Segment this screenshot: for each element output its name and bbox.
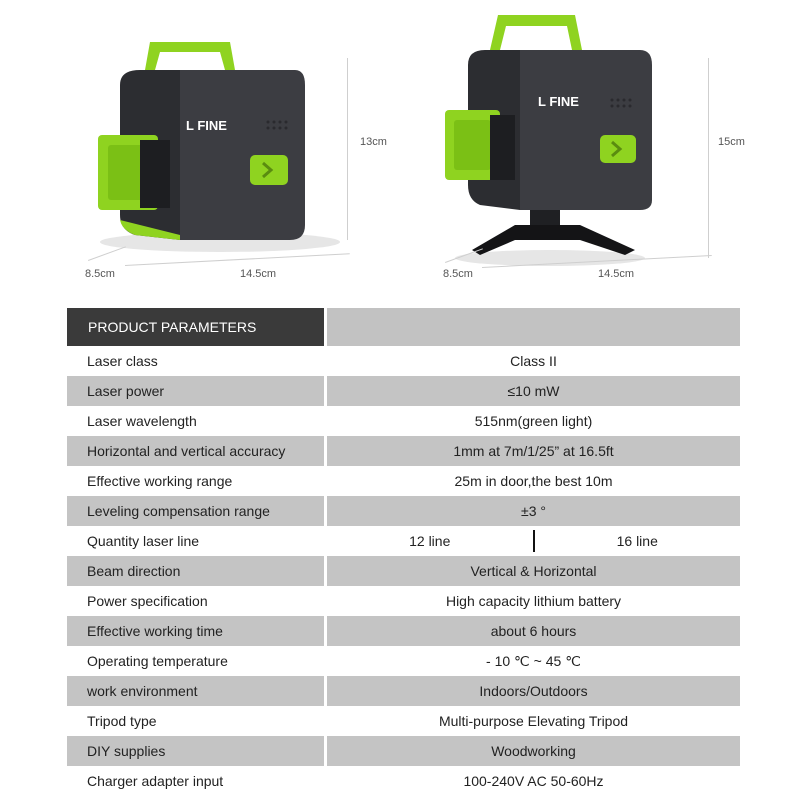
param-label: Leveling compensation range — [67, 496, 324, 526]
laser-level-image-right — [440, 10, 655, 270]
laser-level-image-left — [80, 30, 350, 255]
param-label: Power specification — [87, 593, 208, 609]
param-label: Effective working time — [67, 616, 324, 646]
param-label: Charger adapter input — [87, 773, 224, 789]
table-row — [67, 766, 740, 796]
table-row — [67, 376, 740, 406]
param-value: about 6 hours — [327, 616, 740, 646]
table-row — [67, 526, 740, 556]
dim-depth-right: 8.5cm — [443, 268, 473, 280]
brand-logo-text: L FINE — [186, 118, 227, 133]
param-label: Horizontal and vertical accuracy — [67, 436, 324, 466]
param-label: Tripod type — [87, 713, 157, 729]
table-row — [67, 436, 740, 466]
dim-height-right: 15cm — [718, 136, 745, 148]
table-row — [67, 616, 740, 646]
product-images — [0, 0, 800, 300]
brand-logo-text: L FINE — [538, 94, 579, 109]
table-header — [67, 308, 740, 346]
param-value: 25m in door,the best 10m — [454, 473, 613, 489]
product-parameters-table — [67, 308, 740, 796]
param-value: 1mm at 7m/1/25” at 16.5ft — [327, 436, 740, 466]
param-label: Laser class — [87, 353, 158, 369]
table-header-fill — [327, 308, 740, 346]
table-row — [67, 346, 740, 376]
dim-width-left: 14.5cm — [240, 268, 277, 280]
table-row — [67, 556, 740, 586]
param-value: Class II — [510, 353, 557, 369]
param-label: Laser wavelength — [87, 413, 197, 429]
param-value: 100-240V AC 50-60Hz — [463, 773, 604, 789]
table-header-title: PRODUCT PARAMETERS — [67, 308, 324, 346]
table-row — [67, 466, 740, 496]
param-label: DIY supplies — [67, 736, 324, 766]
param-label: Operating temperature — [87, 653, 228, 669]
param-value-12-line: 12 line — [409, 533, 451, 549]
param-label: Beam direction — [67, 556, 324, 586]
dim-depth-left: 8.5cm — [85, 268, 115, 280]
dim-width-right: 14.5cm — [598, 268, 635, 280]
table-row — [67, 586, 740, 616]
param-value: ±3 ° — [327, 496, 740, 526]
table-row — [67, 736, 740, 766]
param-value: Woodworking — [327, 736, 740, 766]
param-value: Vertical & Horizontal — [327, 556, 740, 586]
param-value: Indoors/Outdoors — [327, 676, 740, 706]
param-label: Effective working range — [87, 473, 233, 489]
param-value: ≤10 mW — [327, 376, 740, 406]
param-value: Multi-purpose Elevating Tripod — [438, 713, 629, 729]
table-row — [67, 706, 740, 736]
param-value: 515nm(green light) — [474, 413, 593, 429]
param-value: - 10 ℃ ~ 45 ℃ — [486, 652, 581, 669]
table-row — [67, 646, 740, 676]
table-row — [67, 406, 740, 436]
table-row — [67, 496, 740, 526]
dim-height-left: 13cm — [360, 136, 387, 148]
table-row — [67, 676, 740, 706]
param-label: Quantity laser line — [87, 533, 200, 549]
param-value: High capacity lithium battery — [445, 593, 622, 609]
param-value-16-line: 16 line — [616, 533, 658, 549]
param-label: work environment — [67, 676, 324, 706]
param-label: Laser power — [67, 376, 324, 406]
